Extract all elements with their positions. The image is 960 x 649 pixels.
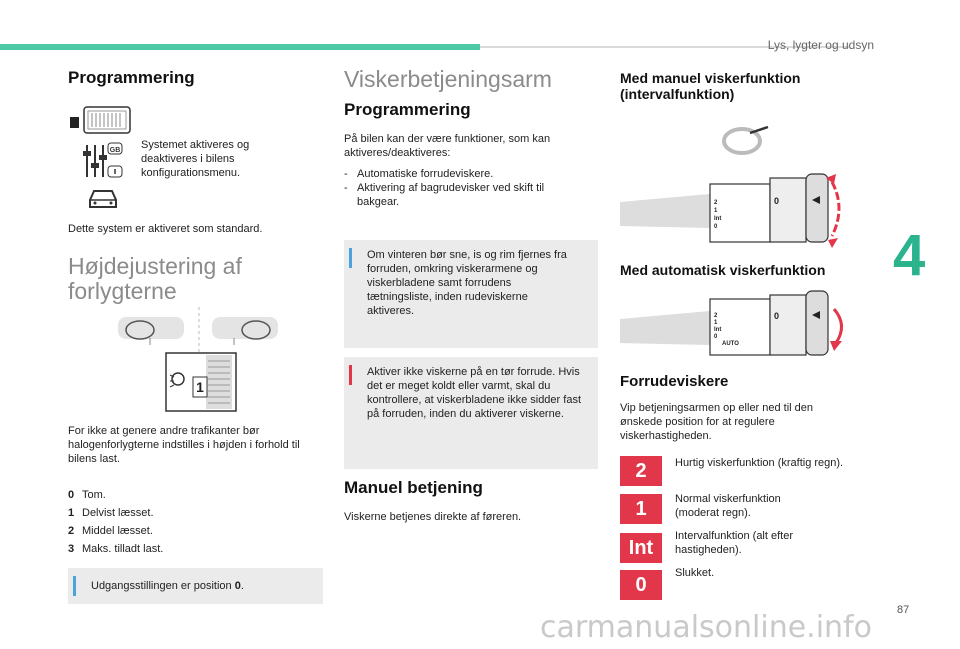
speed-desc-int: Intervalfunktion (alt efter hastigheden). [675, 530, 794, 556]
dry-wipe-warning-note [344, 357, 598, 469]
speed-badge-0: 0 [620, 570, 662, 600]
gb-icon-label: GB [109, 147, 121, 154]
car-icon [86, 186, 120, 215]
wiper-stalk-manual-illustration [618, 160, 854, 255]
front-wipers-text: Vip betjeningsarmen op eller ned til den ønskede position for at regulere viskerhastigheden. [620, 402, 814, 442]
stalk-mark-int: Int [714, 327, 722, 333]
note-text: Aktiver ikke viskerne på en tør forrude. Hvis det er meget koldt eller varmt, skal du kontrollere, at viskerbladene ikke sidder fast på forruden, inden du aktiverer viskerne. [367, 366, 581, 420]
position-list [68, 486, 163, 558]
steering-wheel-icon [720, 121, 770, 162]
info-bar [73, 576, 76, 596]
page-number: 87 [897, 604, 910, 616]
dial-position-label: 1 [196, 379, 204, 395]
programming-heading-2: Programmering [344, 100, 471, 119]
display-icon [70, 105, 134, 140]
feature-list [344, 167, 594, 209]
winter-info-note [344, 240, 598, 348]
manual-operation-heading: Manuel betjening [344, 478, 483, 497]
position-label: Maks. tilladt last. [82, 543, 164, 555]
speed-desc-1: Normal viskerfunktion (moderat regn). [675, 493, 781, 519]
config-text: Systemet aktiveres og deaktiveres i bilens konfigurationsmenu. [141, 139, 250, 179]
stalk-mark-2: 2 [714, 200, 718, 206]
position-number: 2 [68, 525, 75, 537]
speed-desc-0: Slukket. [675, 567, 715, 579]
stalk-mark-1: 1 [714, 208, 718, 214]
stalk-mark-1: 1 [714, 320, 718, 326]
auto-wiper-heading: Med automatisk viskerfunktion [620, 262, 826, 278]
position-label: Delvist læsset. [82, 507, 154, 519]
stalk-mark-auto: AUTO [722, 341, 739, 347]
speed-badge-2: 2 [620, 456, 662, 486]
position-number: 1 [68, 507, 75, 519]
stalk-zero-label: 0 [774, 196, 780, 206]
list-item: - Aktivering af bagrudevisker ved skift til bakgear. [344, 182, 545, 208]
stalk-mark-0: 0 [714, 334, 718, 340]
stalk-zero-label: 0 [774, 311, 780, 321]
default-position-note [68, 568, 323, 604]
speed-desc-2: Hurtig viskerfunktion (kraftig regn). [675, 457, 844, 469]
standard-text: Dette system er aktiveret som standard. [68, 223, 263, 235]
warning-bar [349, 365, 352, 385]
stalk-mark-0: 0 [714, 224, 718, 230]
programming-heading: Programmering [68, 68, 195, 87]
stalk-mark-int: Int [714, 216, 722, 222]
speed-badge-int: Int [620, 533, 662, 563]
headlight-illustration [116, 305, 286, 420]
info-bar [349, 248, 352, 268]
position-label: Tom. [82, 489, 106, 501]
programming-intro: På bilen kan der være funktioner, som kan aktiveres/deaktiveres: [344, 133, 551, 159]
adjust-text: For ikke at genere andre trafikanter bør halogenforlygterne indstilles i højden i forhold til bilens last. [68, 425, 300, 465]
list-item: - Automatiske forrudeviskere. [344, 168, 494, 180]
settings-sliders-icon [82, 141, 124, 186]
list-item [68, 522, 163, 540]
position-label: Middel læsset. [82, 525, 153, 537]
front-wipers-heading: Forrudeviskere [620, 373, 729, 390]
speed-badge-1: 1 [620, 494, 662, 524]
headlight-adjust-title-line-1: Højdejustering af [68, 253, 242, 279]
note-text: Udgangsstillingen er position 0. [91, 580, 244, 592]
chapter-number: 4 [893, 223, 926, 288]
headlight-adjust-title [68, 254, 242, 304]
manual-operation-text: Viskerne betjenes direkte af føreren. [344, 511, 522, 523]
list-item [68, 540, 163, 558]
wiper-stalk-title: Viskerbetjeningsarm [344, 66, 552, 92]
manual-wiper-heading: Med manuel viskerfunktion (intervalfunktion) [620, 70, 801, 102]
list-item [68, 504, 163, 522]
header-accent-bar [0, 44, 480, 50]
note-text: Om vinteren bør sne, is og rim fjernes fra forruden, omkring viskerarmene og viskerbladene samt forrudens tætningsliste, inden rudeviskerne aktiveres. [367, 249, 567, 317]
position-number: 0 [68, 489, 75, 501]
position-number: 3 [68, 543, 75, 555]
stalk-mark-2: 2 [714, 313, 718, 319]
section-header: Lys, lygter og udsyn [767, 38, 874, 52]
wiper-stalk-auto-illustration [618, 285, 854, 362]
headlight-adjust-title-line-2: forlygterne [68, 278, 177, 304]
watermark: carmanualsonline.info [540, 610, 872, 645]
list-item [68, 486, 163, 504]
